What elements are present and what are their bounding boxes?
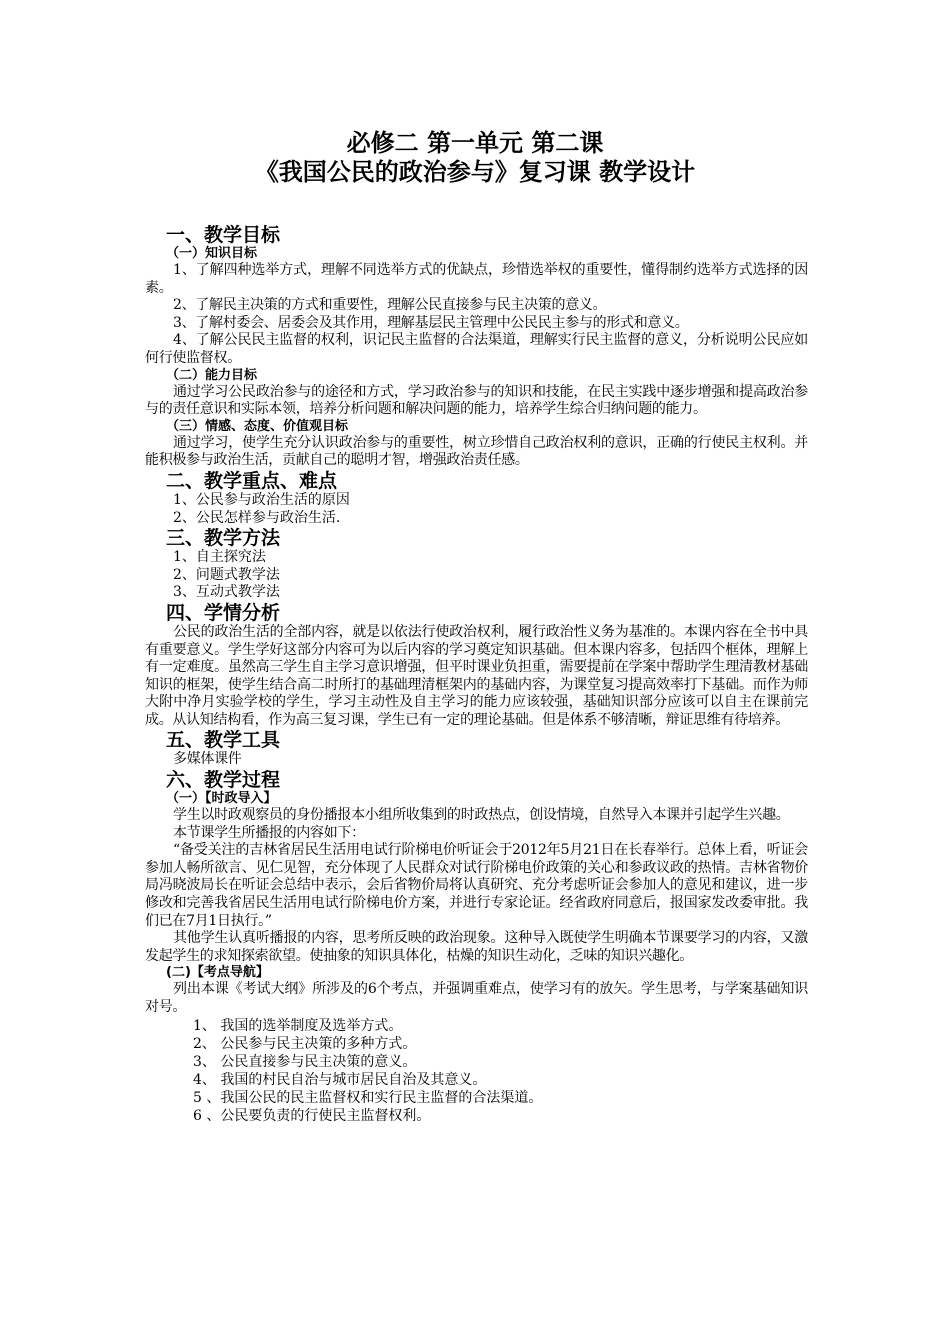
section-heading-key-points: 二、教学重点、难点 <box>166 469 338 492</box>
section-heading-process: 六、教学过程 <box>166 769 281 792</box>
paragraph-emotion: 通过学习，使学生充分认识政治参与的重要性，树立珍惜自己政治权利的意识，正确的行使民主权利。并能积极参与政治生活，贡献自己的聪明才智，增强政治责任感。 <box>145 434 808 469</box>
exam-point-item: 6 、公民要负责的行使民主监督权利。 <box>193 1107 431 1124</box>
paragraph-knowledge-3: 3、了解村委会、居委会及其作用，理解基层民主管理中公民民主参与的形式和意义。 <box>173 314 689 331</box>
exam-point-item: 4、 我国的村民自治与城市居民自治及其意义。 <box>193 1071 487 1088</box>
exam-point-item: 3、 公民直接参与民主决策的意义。 <box>193 1053 417 1070</box>
section-heading-methods: 三、教学方法 <box>166 527 281 550</box>
exam-point-item: 5 、我国公民的民主监督权和实行民主监督的合法渠道。 <box>193 1089 543 1106</box>
paragraph-knowledge-2: 2、了解民主决策的方式和重要性，理解公民直接参与民主决策的意义。 <box>173 297 607 314</box>
paragraph-analysis: 公民的政治生活的全部内容，就是以依法行使政治权利，履行政治性义务为基准的。本课内容在全书中具有重要意义。学生学好这部分内容可为以后内容的学习奠定知识基础。但本课内容多，包括四个框体，理解上有一定难度。虽然高三学生自主学习意识增强，但平时课业负担重，需要提前在学案中帮助学生理清教材基础知识的框架，使学生结合高二时所打的基础理清框架内的基础内容，为课堂复习提高效率打下基础。而作为师大附中净月实验学校的学生，学习主动性及自主学习的能力应该较强，基础知识部分应该可以自主在课前完成。从认知结构看，作为高三复习课，学生已有一定的理论基础。但是体系不够清晰，辩证思维有待培养。 <box>145 623 808 728</box>
exam-point-item: 2、 公民参与民主决策的多种方式。 <box>193 1035 417 1052</box>
document-title-line2: 《我国公民的政治参与》复习课 教学设计 <box>254 158 696 186</box>
subheading-current-affairs: （一）【时政导入】 <box>166 791 277 807</box>
document-title-line1: 必修二 第一单元 第二课 <box>346 129 604 157</box>
list-item: 3、互动式教学法 <box>173 584 280 601</box>
list-item: 2、问题式教学法 <box>173 566 280 583</box>
section-heading-analysis: 四、学情分析 <box>166 601 281 624</box>
list-item: 2、公民怎样参与政治生活. <box>173 509 341 526</box>
paragraph-tools: 多媒体课件 <box>173 751 242 768</box>
document-body <box>145 224 808 1125</box>
subheading-emotion: （三）情感、态度、价值观目标 <box>166 418 349 434</box>
list-item: 1、自主探究法 <box>173 549 266 566</box>
paragraph-ability: 通过学习公民政治参与的途径和方式，学习政治参与的知识和技能，在民主实践中逐步增强和提高政治参与的责任意识和实际本领，培养分析问题和解决问题的能力，培养学生综合归纳问题的能力。 <box>145 383 808 418</box>
exam-point-item: 1、 我国的选举制度及选举方式。 <box>193 1017 403 1034</box>
section-heading-objectives: 一、教学目标 <box>166 224 281 246</box>
section-heading-tools: 五、教学工具 <box>166 729 281 752</box>
paragraph-process-4: 列出本课《考试大纲》所涉及的6个考点，并强调重难点，使学习有的放矢。学生思考，与学案基础知识对号。 <box>145 981 808 1015</box>
paragraph-knowledge-1: 1、了解四种选举方式，理解不同选举方式的优缺点，珍惜选举权的重要性，懂得制约选举方式选择的因素。 <box>145 262 808 296</box>
list-item: 1、公民参与政治生活的原因 <box>173 491 350 508</box>
subheading-exam-guide: (二)【考点导航】 <box>166 965 269 981</box>
paragraph-knowledge-4: 4、了解公民民主监督的权利，识记民主监督的合法渠道，理解实行民主监督的意义，分析说明公民应如何行使监督权。 <box>145 332 808 366</box>
paragraph-quote: “备受关注的吉林省居民生活用电试行阶梯电价听证会于2012年5月21日在长春举行。总体上看，听证会参加人畅所欲言、见仁见智，充分体现了人民群众对试行阶梯电价政策的关心和参政议政的热情。吉林省物价局冯晓波局长在听证会总结中表示，会后省物价局将认真研究、充分考虑听证会参加人的意见和建议，进一步修改和完善我省居民生活用电试行阶梯电价方案，并进行专家论证。经省政府同意后，报国家发改委审批。我们已在7月1日执行。” <box>145 842 808 929</box>
paragraph-process-3: 其他学生认真听播报的内容，思考所反映的政治现象。这种导入既使学生明确本节课要学习的内容，又激发起学生的求知探索欲望。使抽象的知识具体化，枯燥的知识生动化，乏味的知识兴趣化。 <box>145 930 808 964</box>
paragraph-process-1: 学生以时政观察员的身份播报本小组所收集到的时政热点，创设情境，自然导入本课并引起学生兴趣。 <box>173 807 790 824</box>
subheading-ability: （二）能力目标 <box>166 367 258 383</box>
subheading-knowledge: （一）知识目标 <box>166 246 258 261</box>
paragraph-process-2: 本节课学生所播报的内容如下： <box>173 824 365 841</box>
